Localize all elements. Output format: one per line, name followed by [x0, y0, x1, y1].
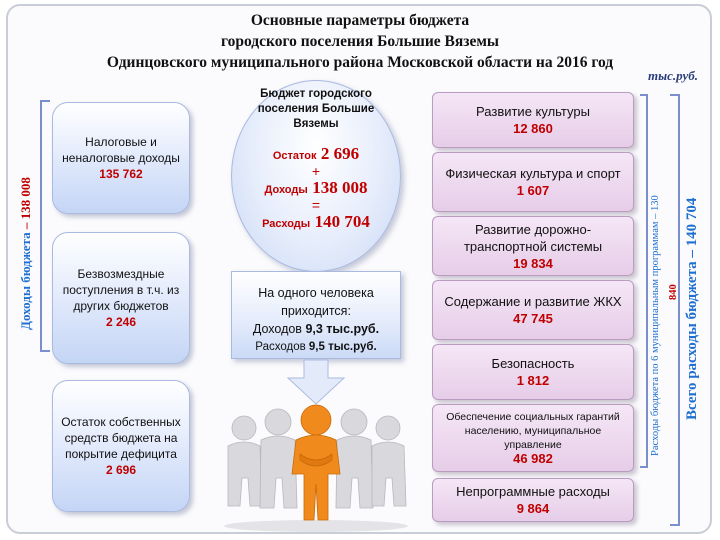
income-card-label: Остаток собственных средств бюджета на покрытие дефицита	[61, 415, 181, 461]
budget-income-row	[232, 178, 400, 198]
programs-total-value: 840	[668, 284, 679, 300]
income-card-grants	[52, 232, 190, 364]
budget-exp-row	[232, 212, 400, 232]
income-card-label: Налоговые и неналоговые доходы	[62, 135, 180, 165]
per-person-income	[232, 320, 400, 338]
expense-card-label: Содержание и развитие ЖКХ	[444, 294, 622, 309]
expense-card-security	[432, 344, 634, 400]
expense-card-value: 1 607	[516, 183, 550, 198]
expense-card-value: 47 745	[513, 311, 553, 326]
budget-exp-label: Расходы	[262, 218, 311, 230]
per-person-exp-value: 9,5 тыс.руб.	[308, 341, 377, 353]
income-card-value: 2 696	[105, 463, 137, 477]
title-line-1: Основные параметры бюджета	[250, 12, 470, 29]
expenses-total-vertical	[684, 198, 701, 420]
budget-circle	[231, 80, 401, 272]
per-person-income-label: Доходов	[252, 322, 302, 336]
budget-plus: +	[311, 163, 321, 179]
budget-rest-row	[232, 144, 400, 164]
expense-card-sport	[432, 152, 634, 212]
expenses-total-value: – 140 704	[684, 197, 700, 258]
budget-rest-label: Остаток	[272, 150, 317, 162]
programs-total-label: Расходы бюджета по 6 муниципальным программам – 130	[650, 195, 661, 456]
expense-card-housing	[432, 280, 634, 340]
expense-card-value: 19 834	[513, 255, 553, 271]
budget-circle-title: Бюджет городского поселения Большие Вяземы	[257, 88, 375, 130]
title-line-2: городского поселения Большие Вяземы	[220, 33, 500, 50]
expense-card-value: 9 864	[516, 501, 550, 516]
income-total-label: Доходы бюджета	[18, 232, 33, 330]
income-bracket	[40, 100, 50, 352]
per-person-line2: приходится:	[281, 304, 351, 318]
per-person-exp-label: Расходов	[255, 341, 306, 353]
people-illustration	[216, 356, 416, 534]
income-card-rest	[52, 380, 190, 512]
per-person-line1: На одного человека	[258, 286, 374, 300]
page-title	[60, 10, 660, 73]
budget-eq: =	[311, 197, 321, 213]
income-total-vertical	[18, 177, 34, 330]
per-person-income-value: 9,3 тыс.руб.	[305, 322, 380, 336]
budget-rest-value: 2 696	[320, 144, 360, 163]
expense-card-roads	[432, 216, 634, 276]
total-bracket	[670, 94, 680, 526]
leader-figure	[292, 405, 340, 520]
income-card-label: Безвозмездные поступления в т.ч. из других бюджетов	[62, 267, 180, 313]
expense-card-label: Развитие культуры	[476, 104, 590, 119]
expense-card-social	[432, 404, 634, 472]
expense-card-value: 1 812	[516, 373, 550, 388]
expense-card-label: Обеспечение социальных гарантий населению, муниципальное управление	[446, 411, 620, 451]
programs-total-vertical	[650, 195, 661, 456]
budget-income-label: Доходы	[264, 184, 308, 196]
programs-bracket	[640, 94, 648, 468]
expense-card-label: Непрограммные расходы	[456, 484, 610, 499]
income-card-tax	[52, 102, 190, 214]
expense-card-label: Физическая культура и спорт	[445, 166, 621, 181]
down-arrow-icon	[288, 360, 344, 404]
income-total-value: – 138 008	[18, 177, 33, 230]
expense-card-value: 12 860	[513, 121, 553, 136]
expense-card-nonprogram	[432, 478, 634, 522]
expense-card-culture	[432, 92, 634, 148]
unit-label: тыс.руб.	[648, 68, 698, 83]
title-line-3: Одинцовского муниципального района Московской области на 2016 год	[106, 54, 614, 71]
expense-card-label: Безопасность	[491, 356, 575, 371]
expenses-total-label: Всего расходы бюджета	[684, 261, 700, 420]
expense-card-value: 46 982	[513, 451, 553, 466]
expense-card-label: Развитие дорожно-транспортной системы	[463, 221, 603, 254]
income-card-value: 135 762	[99, 167, 143, 181]
per-person-box	[231, 271, 401, 359]
budget-income-value: 138 008	[312, 178, 368, 197]
income-card-value: 2 246	[105, 315, 137, 329]
budget-exp-value: 140 704	[314, 212, 370, 231]
per-person-exp	[232, 338, 400, 356]
